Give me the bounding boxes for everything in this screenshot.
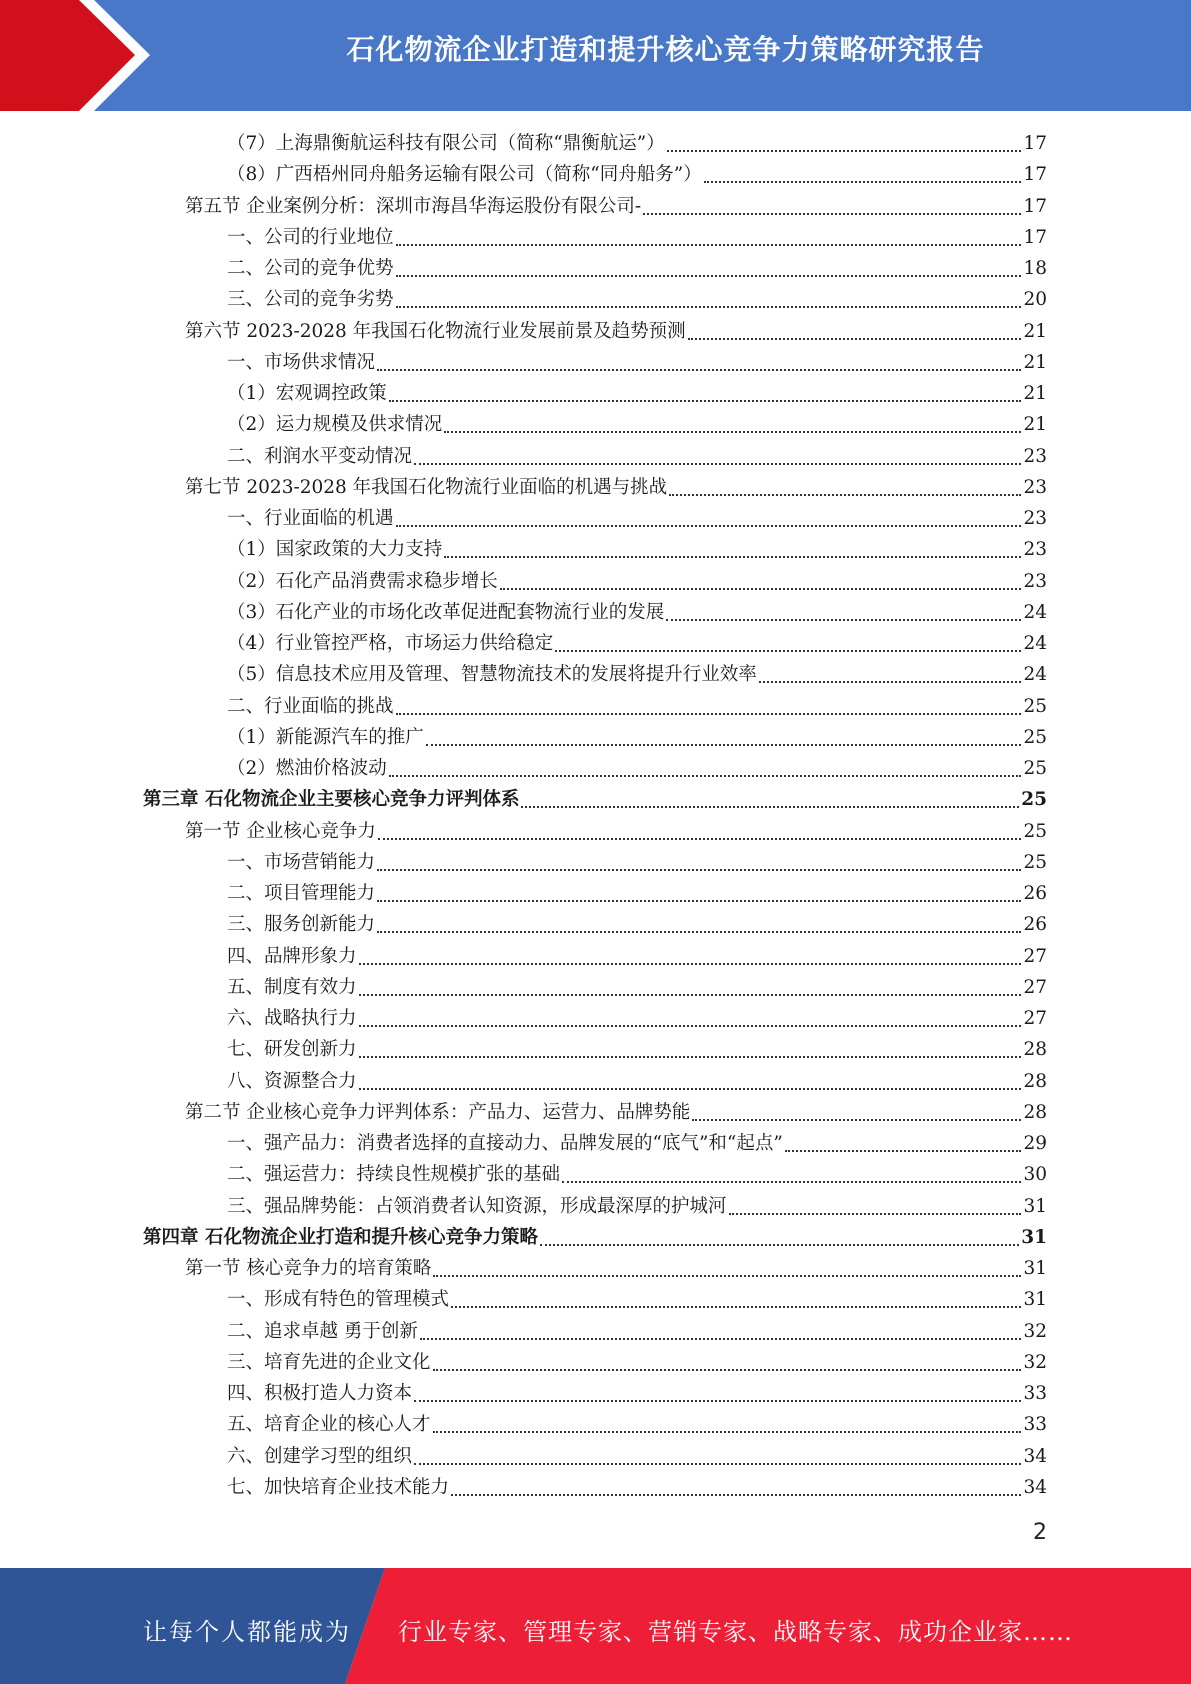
toc-dot-leader [359,1056,1022,1058]
toc-entry-title: （2）石化产品消费需求稳步增长 [227,571,498,592]
toc-dot-leader [666,619,1021,621]
toc-entry-page: 25 [1023,727,1047,748]
footer-slogan-right: 行业专家、管理专家、营销专家、战略专家、成功企业家…… [398,1618,1073,1646]
toc-entry[interactable] [227,1378,1047,1409]
toc-entry-title: （1）国家政策的大力支持 [227,539,443,560]
footer-slogan-left: 让每个人都能成为 [143,1618,351,1646]
toc-entry-title: 一、行业面临的机遇 [227,508,394,529]
toc-dot-leader [704,181,1022,183]
toc-entry[interactable] [227,1284,1047,1315]
toc-entry[interactable] [227,566,1047,597]
toc-entry-title: 四、品牌形象力 [227,946,357,967]
toc-dot-leader [426,744,1022,746]
toc-entry[interactable] [227,253,1047,284]
toc-dot-leader [396,244,1022,246]
toc-entry-title: 五、培育企业的核心人才 [227,1414,431,1435]
toc-entry-page: 27 [1023,1008,1047,1029]
page-footer [0,1568,1191,1684]
toc-dot-leader [643,213,1021,215]
toc-entry[interactable] [227,1316,1047,1347]
toc-dot-leader [692,1119,1021,1121]
toc-entry-title: 一、公司的行业地位 [227,227,394,248]
toc-entry-page: 25 [1023,696,1047,717]
toc-entry-title: 一、形成有特色的管理模式 [227,1289,450,1310]
toc-entry-page: 33 [1023,1414,1047,1435]
toc-entry-page: 28 [1023,1102,1047,1123]
toc-entry-title: 三、服务创新能力 [227,914,376,935]
toc-dot-leader [377,869,1021,871]
toc-entry[interactable] [185,472,1047,503]
toc-entry-page: 25 [1023,852,1047,873]
toc-entry-title: 一、市场营销能力 [227,852,376,873]
toc-entry-page: 32 [1023,1321,1047,1342]
toc-entry-page: 24 [1023,664,1047,685]
page-number: 2 [1033,1520,1047,1545]
toc-dot-leader [444,556,1021,558]
toc-entry-page: 21 [1023,321,1047,342]
toc-entry-title: 一、市场供求情况 [227,352,376,373]
toc-entry[interactable] [185,1097,1047,1128]
toc-entry-title: （8）广西梧州同舟船务运输有限公司（简称“同舟船务”） [227,164,702,185]
toc-entry-title: 八、资源整合力 [227,1071,357,1092]
report-title: 石化物流企业打造和提升核心竞争力策略研究报告 [346,33,985,66]
toc-entry[interactable] [185,316,1047,347]
toc-entry-title: 三、强品牌势能：占领消费者认知资源，形成最深厚的护城河 [227,1196,727,1217]
toc-entry-page: 31 [1023,1258,1047,1279]
toc-entry-page: 21 [1023,383,1047,404]
toc-entry-page: 27 [1023,946,1047,967]
toc-dot-leader [433,1431,1022,1433]
toc-entry[interactable] [185,816,1047,847]
toc-entry[interactable] [227,847,1047,878]
toc-entry[interactable] [227,441,1047,472]
toc-entry-page: 23 [1023,477,1047,498]
toc-entry-title: 七、加快培育企业技术能力 [227,1477,450,1498]
toc-entry[interactable] [227,159,1047,190]
toc-dot-leader [389,400,1022,402]
toc-entry-title: 第一节 核心竞争力的培育策略 [185,1258,432,1279]
toc-entry[interactable] [227,878,1047,909]
toc-dot-leader [759,681,1022,683]
toc-dot-leader [396,275,1022,277]
toc-entry[interactable] [227,659,1047,690]
toc-entry-page: 17 [1023,164,1047,185]
toc-entry-page: 28 [1023,1039,1047,1060]
toc-dot-leader [451,1306,1021,1308]
toc-entry-page: 24 [1023,633,1047,654]
toc-dot-leader [396,525,1022,527]
toc-dot-leader [688,338,1022,340]
toc-entry-title: （2）运力规模及供求情况 [227,414,443,435]
toc-dot-leader [451,1494,1021,1496]
toc-dot-leader [540,1244,1019,1246]
toc-entry[interactable] [227,909,1047,940]
toc-entry[interactable] [227,1409,1047,1440]
toc-entry[interactable] [227,1347,1047,1378]
toc-entry-title: 第四章 石化物流企业打造和提升核心竞争力策略 [143,1227,538,1248]
toc-entry-title: 二、强运营力：持续良性规模扩张的基础 [227,1164,561,1185]
toc-entry-page: 21 [1023,414,1047,435]
toc-entry-page: 20 [1023,289,1047,310]
toc-entry[interactable] [227,378,1047,409]
toc-entry-title: 二、利润水平变动情况 [227,446,413,467]
toc-entry[interactable] [227,597,1047,628]
toc-entry-page: 25 [1021,789,1047,810]
toc-dot-leader [377,931,1021,933]
toc-entry[interactable] [227,534,1047,565]
toc-entry-page: 31 [1021,1227,1047,1248]
toc-entry-title: 第七节 2023-2028 年我国石化物流行业面临的机遇与挑战 [185,477,668,498]
toc-entry-page: 23 [1023,446,1047,467]
toc-dot-leader [378,838,1022,840]
toc-entry-page: 18 [1023,258,1047,279]
toc-entry-title: 三、培育先进的企业文化 [227,1352,431,1373]
toc-entry[interactable] [185,1253,1047,1284]
toc-entry[interactable] [227,1472,1047,1503]
toc-entry[interactable] [227,691,1047,722]
toc-entry-title: 四、积极打造人力资本 [227,1383,413,1404]
toc-entry[interactable] [227,503,1047,534]
toc-dot-leader [444,431,1021,433]
toc-entry[interactable] [227,222,1047,253]
toc-dot-leader [377,369,1021,371]
toc-entry-title: 第五节 企业案例分析：深圳市海昌华海运股份有限公司- [185,196,642,217]
toc-entry-page: 32 [1023,1352,1047,1373]
toc-entry-page: 29 [1023,1133,1047,1154]
toc-entry-title: 二、追求卓越 勇于创新 [227,1321,418,1342]
toc-dot-leader [433,1275,1021,1277]
toc-entry-title: 三、公司的竞争劣势 [227,289,394,310]
toc-entry-page: 17 [1023,133,1047,154]
toc-entry-title: 第三章 石化物流企业主要核心竞争力评判体系 [143,789,520,810]
toc-entry-title: （7）上海鼎衡航运科技有限公司（简称“鼎衡航运”） [227,133,665,154]
toc-entry[interactable] [227,1441,1047,1472]
toc-dot-leader [555,650,1021,652]
toc-dot-leader [785,1150,1022,1152]
toc-dot-leader [359,963,1022,965]
toc-entry-title: （3）石化产业的市场化改革促进配套物流行业的发展 [227,602,665,623]
toc-chapter-entry[interactable] [143,1222,1047,1253]
toc-dot-leader [562,1181,1021,1183]
toc-entry-title: 第一节 企业核心竞争力 [185,821,376,842]
toc-dot-leader [433,1369,1022,1371]
toc-entry[interactable] [227,128,1047,159]
toc-entry-page: 26 [1023,883,1047,904]
toc-entry[interactable] [227,1191,1047,1222]
toc-entry-page: 34 [1023,1477,1047,1498]
toc-dot-leader [414,1400,1021,1402]
toc-entry[interactable] [227,941,1047,972]
toc-dot-leader [669,494,1021,496]
toc-entry-page: 21 [1023,352,1047,373]
toc-entry[interactable] [227,753,1047,784]
toc-entry-title: 七、研发创新力 [227,1039,357,1060]
toc-entry-page: 25 [1023,821,1047,842]
toc-entry[interactable] [227,628,1047,659]
toc-dot-leader [396,713,1022,715]
toc-chapter-entry[interactable] [143,784,1047,815]
toc-entry-page: 17 [1023,227,1047,248]
toc-entry-page: 25 [1023,758,1047,779]
toc-entry-title: 六、创建学习型的组织 [227,1446,413,1467]
toc-entry-page: 23 [1023,539,1047,560]
toc-dot-leader [521,806,1019,808]
toc-entry-title: 第二节 企业核心竞争力评判体系：产品力、运营力、品牌势能 [185,1102,691,1123]
toc-dot-leader [359,1088,1022,1090]
toc-entry-page: 31 [1023,1196,1047,1217]
toc-entry[interactable] [227,722,1047,753]
toc-entry[interactable] [227,1066,1047,1097]
toc-entry-page: 28 [1023,1071,1047,1092]
toc-dot-leader [389,775,1022,777]
toc-entry-title: 二、公司的竞争优势 [227,258,394,279]
toc-dot-leader [420,1338,1022,1340]
toc-dot-leader [377,900,1021,902]
toc-entry-title: 一、强产品力：消费者选择的直接动力、品牌发展的“底气”和“起点” [227,1133,783,1154]
toc-entry-page: 30 [1023,1164,1047,1185]
toc-entry-title: 六、战略执行力 [227,1008,357,1029]
page-header [0,0,1191,111]
toc-dot-leader [667,150,1022,152]
toc-dot-leader [396,306,1022,308]
toc-entry[interactable] [227,1034,1047,1065]
toc-entry-page: 34 [1023,1446,1047,1467]
toc-entry-title: （1）新能源汽车的推广 [227,727,424,748]
toc-dot-leader [500,588,1022,590]
toc-dot-leader [414,1463,1021,1465]
toc-entry[interactable] [227,1003,1047,1034]
toc-entry-title: 二、行业面临的挑战 [227,696,394,717]
toc-entry-title: （5）信息技术应用及管理、智慧物流技术的发展将提升行业效率 [227,664,757,685]
toc-entry-page: 17 [1023,196,1047,217]
toc-entry-title: （4）行业管控严格，市场运力供给稳定 [227,633,554,654]
toc-entry[interactable] [227,1128,1047,1159]
toc-entry-page: 31 [1023,1289,1047,1310]
toc-entry-title: 五、制度有效力 [227,977,357,998]
toc-entry[interactable] [227,347,1047,378]
toc-entry-page: 33 [1023,1383,1047,1404]
toc-dot-leader [359,1025,1022,1027]
toc-entry-title: （2）燃油价格波动 [227,758,387,779]
toc-entry[interactable] [227,972,1047,1003]
toc-entry-page: 23 [1023,571,1047,592]
toc-entry-page: 24 [1023,602,1047,623]
toc-dot-leader [359,994,1022,996]
toc-entry-page: 23 [1023,508,1047,529]
toc-entry[interactable] [185,191,1047,222]
toc-entry-title: （1）宏观调控政策 [227,383,387,404]
toc-dot-leader [729,1213,1022,1215]
toc-entry[interactable] [227,409,1047,440]
toc-entry[interactable] [227,1159,1047,1190]
toc-dot-leader [414,463,1021,465]
toc-entry-page: 27 [1023,977,1047,998]
toc-entry-title: 第六节 2023-2028 年我国石化物流行业发展前景及趋势预测 [185,321,686,342]
toc-entry[interactable] [227,284,1047,315]
toc-entry-page: 26 [1023,914,1047,935]
toc-entry-title: 二、项目管理能力 [227,883,376,904]
